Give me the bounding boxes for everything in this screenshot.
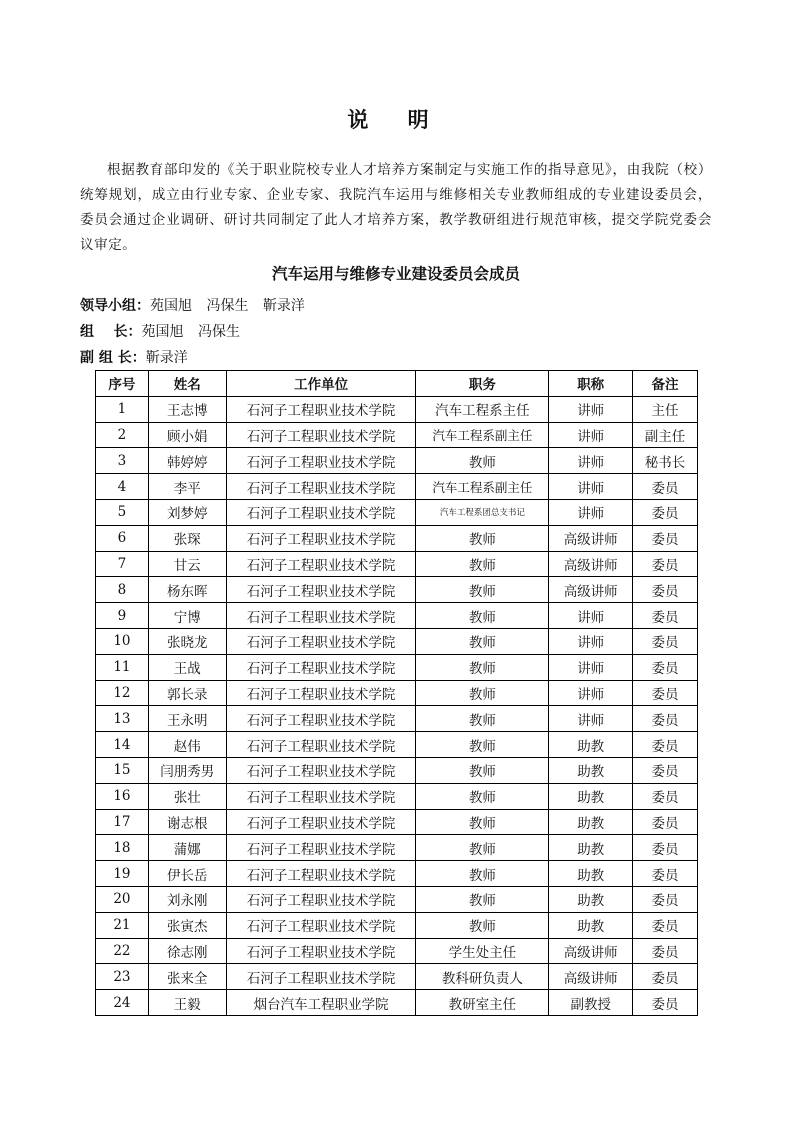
cell-name: 王永明 (148, 706, 226, 732)
cell-workplace: 石河子工程职业技术学院 (226, 499, 416, 525)
committee-members-table (95, 370, 698, 1016)
cell-workplace: 石河子工程职业技术学院 (226, 886, 416, 912)
cell-index: 16 (96, 783, 149, 809)
cell-index: 18 (96, 835, 149, 861)
table-row (96, 912, 698, 938)
cell-remark: 委员 (633, 628, 698, 654)
leading-group-label: 领导小组： (80, 298, 150, 314)
table-header-row (96, 371, 698, 397)
cell-title: 讲师 (549, 499, 633, 525)
cell-workplace: 石河子工程职业技术学院 (226, 938, 416, 964)
cell-title: 讲师 (549, 680, 633, 706)
cell-index: 2 (96, 422, 149, 448)
deputy-leader-label: 副 组 长： (80, 350, 146, 366)
cell-remark: 副主任 (633, 422, 698, 448)
cell-position: 汽车工程系主任 (416, 396, 549, 422)
cell-title: 助教 (549, 732, 633, 758)
cell-workplace: 石河子工程职业技术学院 (226, 680, 416, 706)
cell-remark: 委员 (633, 912, 698, 938)
cell-position: 汽车工程系副主任 (416, 474, 549, 500)
cell-remark: 委员 (633, 499, 698, 525)
group-leader-label: 组 长： (80, 324, 142, 340)
cell-workplace: 石河子工程职业技术学院 (226, 835, 416, 861)
group-leader-names: 苑国旭 冯保生 (141, 324, 240, 340)
cell-title: 讲师 (549, 628, 633, 654)
header-workplace: 工作单位 (226, 371, 416, 397)
cell-name: 王志博 (148, 396, 226, 422)
cell-name: 李平 (148, 474, 226, 500)
table-row (96, 964, 698, 990)
cell-position: 教师 (416, 603, 549, 629)
cell-index: 5 (96, 499, 149, 525)
table-row (96, 474, 698, 500)
page-title: 说 明 (347, 108, 445, 132)
cell-index: 21 (96, 912, 149, 938)
cell-position: 教研室主任 (416, 990, 549, 1016)
cell-title: 助教 (549, 861, 633, 887)
cell-remark: 委员 (633, 990, 698, 1016)
cell-title: 高级讲师 (549, 551, 633, 577)
deputy-leader-names: 靳录洋 (145, 350, 188, 366)
table-row (96, 835, 698, 861)
cell-name: 张壮 (148, 783, 226, 809)
cell-name: 刘永刚 (148, 886, 226, 912)
cell-name: 徐志刚 (148, 938, 226, 964)
cell-index: 20 (96, 886, 149, 912)
cell-workplace: 石河子工程职业技术学院 (226, 706, 416, 732)
cell-workplace: 石河子工程职业技术学院 (226, 783, 416, 809)
table-row (96, 577, 698, 603)
cell-position: 教师 (416, 654, 549, 680)
table-row (96, 809, 698, 835)
cell-workplace: 石河子工程职业技术学院 (226, 628, 416, 654)
cell-index: 6 (96, 525, 149, 551)
cell-remark: 委员 (633, 757, 698, 783)
cell-position: 教科研负责人 (416, 964, 549, 990)
cell-index: 7 (96, 551, 149, 577)
cell-name: 赵伟 (148, 732, 226, 758)
cell-index: 14 (96, 732, 149, 758)
cell-position: 汽车工程系副主任 (416, 422, 549, 448)
cell-name: 闫朋秀男 (148, 757, 226, 783)
committee-title: 汽车运用与维修专业建设委员会成员 (271, 265, 520, 283)
cell-remark: 委员 (633, 551, 698, 577)
cell-remark: 委员 (633, 474, 698, 500)
cell-position: 教师 (416, 551, 549, 577)
cell-title: 助教 (549, 835, 633, 861)
cell-index: 1 (96, 396, 149, 422)
table-row (96, 396, 698, 422)
cell-position: 教师 (416, 680, 549, 706)
cell-name: 张来全 (148, 964, 226, 990)
cell-position: 教师 (416, 732, 549, 758)
cell-index: 19 (96, 861, 149, 887)
cell-title: 讲师 (549, 448, 633, 474)
table-row (96, 990, 698, 1016)
table-row (96, 551, 698, 577)
cell-workplace: 石河子工程职业技术学院 (226, 809, 416, 835)
cell-name: 甘云 (148, 551, 226, 577)
cell-title: 讲师 (549, 396, 633, 422)
cell-title: 副教授 (549, 990, 633, 1016)
cell-title: 高级讲师 (549, 577, 633, 603)
table-row (96, 525, 698, 551)
cell-index: 10 (96, 628, 149, 654)
cell-remark: 委员 (633, 886, 698, 912)
table-row (96, 861, 698, 887)
cell-workplace: 石河子工程职业技术学院 (226, 577, 416, 603)
table-row (96, 628, 698, 654)
cell-position: 教师 (416, 886, 549, 912)
cell-name: 王战 (148, 654, 226, 680)
cell-remark: 委员 (633, 809, 698, 835)
cell-position: 教师 (416, 706, 549, 732)
cell-remark: 委员 (633, 654, 698, 680)
table-row (96, 706, 698, 732)
header-index: 序号 (96, 371, 149, 397)
table-row (96, 757, 698, 783)
cell-title: 高级讲师 (549, 938, 633, 964)
leading-group-line (80, 295, 305, 315)
cell-title: 助教 (549, 912, 633, 938)
cell-remark: 委员 (633, 706, 698, 732)
cell-name: 杨东晖 (148, 577, 226, 603)
cell-workplace: 石河子工程职业技术学院 (226, 732, 416, 758)
cell-name: 宁博 (148, 603, 226, 629)
table-row (96, 680, 698, 706)
cell-title: 助教 (549, 783, 633, 809)
cell-index: 11 (96, 654, 149, 680)
cell-workplace: 石河子工程职业技术学院 (226, 525, 416, 551)
leading-group-names: 苑国旭 冯保生 靳录洋 (150, 298, 305, 314)
header-remark: 备注 (633, 371, 698, 397)
cell-index: 22 (96, 938, 149, 964)
cell-title: 讲师 (549, 603, 633, 629)
cell-index: 13 (96, 706, 149, 732)
cell-position: 教师 (416, 783, 549, 809)
table-row (96, 938, 698, 964)
cell-position: 教师 (416, 861, 549, 887)
cell-title: 讲师 (549, 706, 633, 732)
cell-index: 17 (96, 809, 149, 835)
table-row (96, 783, 698, 809)
cell-workplace: 石河子工程职业技术学院 (226, 861, 416, 887)
cell-remark: 委员 (633, 783, 698, 809)
cell-remark: 委员 (633, 938, 698, 964)
cell-name: 蒲娜 (148, 835, 226, 861)
cell-name: 王毅 (148, 990, 226, 1016)
cell-workplace: 石河子工程职业技术学院 (226, 603, 416, 629)
cell-workplace: 烟台汽车工程职业学院 (226, 990, 416, 1016)
cell-remark: 委员 (633, 861, 698, 887)
cell-position: 教师 (416, 628, 549, 654)
header-position: 职务 (416, 371, 549, 397)
cell-remark: 委员 (633, 525, 698, 551)
deputy-leader-line (80, 347, 188, 367)
cell-workplace: 石河子工程职业技术学院 (226, 448, 416, 474)
table-row (96, 654, 698, 680)
cell-workplace: 石河子工程职业技术学院 (226, 474, 416, 500)
cell-index: 3 (96, 448, 149, 474)
cell-index: 4 (96, 474, 149, 500)
header-name: 姓名 (148, 371, 226, 397)
cell-title: 高级讲师 (549, 964, 633, 990)
cell-name: 韩婷婷 (148, 448, 226, 474)
cell-title: 讲师 (549, 654, 633, 680)
cell-title: 讲师 (549, 422, 633, 448)
intro-paragraph: 根据教育部印发的《关于职业院校专业人才培养方案制定与实施工作的指导意见》，由我院（校）统筹规划，成立由行业专家、企业专家、我院汽车运用与维修相关专业教师组成的专业建设委员会，委员会通过企业调研、研讨共同制定了此人才培养方案，教学教研组进行规范审核，提交学院党委会议审定。 (80, 162, 712, 253)
cell-position: 教师 (416, 835, 549, 861)
cell-remark: 委员 (633, 680, 698, 706)
cell-remark: 委员 (633, 603, 698, 629)
cell-index: 24 (96, 990, 149, 1016)
table-row (96, 422, 698, 448)
cell-name: 张寅杰 (148, 912, 226, 938)
cell-position: 教师 (416, 809, 549, 835)
cell-index: 15 (96, 757, 149, 783)
cell-position: 教师 (416, 577, 549, 603)
cell-remark: 秘书长 (633, 448, 698, 474)
cell-index: 8 (96, 577, 149, 603)
cell-index: 12 (96, 680, 149, 706)
cell-position: 汽车工程系团总支书记 (416, 499, 549, 525)
table-row (96, 499, 698, 525)
cell-name: 刘梦婷 (148, 499, 226, 525)
cell-name: 谢志根 (148, 809, 226, 835)
cell-remark: 委员 (633, 577, 698, 603)
table-row (96, 603, 698, 629)
cell-remark: 委员 (633, 835, 698, 861)
cell-title: 助教 (549, 757, 633, 783)
cell-name: 伊长岳 (148, 861, 226, 887)
cell-workplace: 石河子工程职业技术学院 (226, 396, 416, 422)
group-leader-line (80, 321, 240, 341)
cell-workplace: 石河子工程职业技术学院 (226, 757, 416, 783)
cell-remark: 主任 (633, 396, 698, 422)
cell-name: 郭长录 (148, 680, 226, 706)
table-row (96, 448, 698, 474)
cell-position: 学生处主任 (416, 938, 549, 964)
cell-index: 23 (96, 964, 149, 990)
cell-position: 教师 (416, 448, 549, 474)
cell-name: 顾小娟 (148, 422, 226, 448)
cell-index: 9 (96, 603, 149, 629)
table-row (96, 732, 698, 758)
cell-position: 教师 (416, 912, 549, 938)
header-title: 职称 (549, 371, 633, 397)
cell-title: 讲师 (549, 474, 633, 500)
table-row (96, 886, 698, 912)
cell-workplace: 石河子工程职业技术学院 (226, 551, 416, 577)
cell-position: 教师 (416, 525, 549, 551)
cell-remark: 委员 (633, 964, 698, 990)
cell-workplace: 石河子工程职业技术学院 (226, 964, 416, 990)
cell-workplace: 石河子工程职业技术学院 (226, 422, 416, 448)
cell-remark: 委员 (633, 732, 698, 758)
cell-title: 助教 (549, 886, 633, 912)
cell-title: 高级讲师 (549, 525, 633, 551)
cell-name: 张晓龙 (148, 628, 226, 654)
cell-name: 张琛 (148, 525, 226, 551)
cell-position: 教师 (416, 757, 549, 783)
cell-workplace: 石河子工程职业技术学院 (226, 912, 416, 938)
cell-title: 助教 (549, 809, 633, 835)
cell-workplace: 石河子工程职业技术学院 (226, 654, 416, 680)
